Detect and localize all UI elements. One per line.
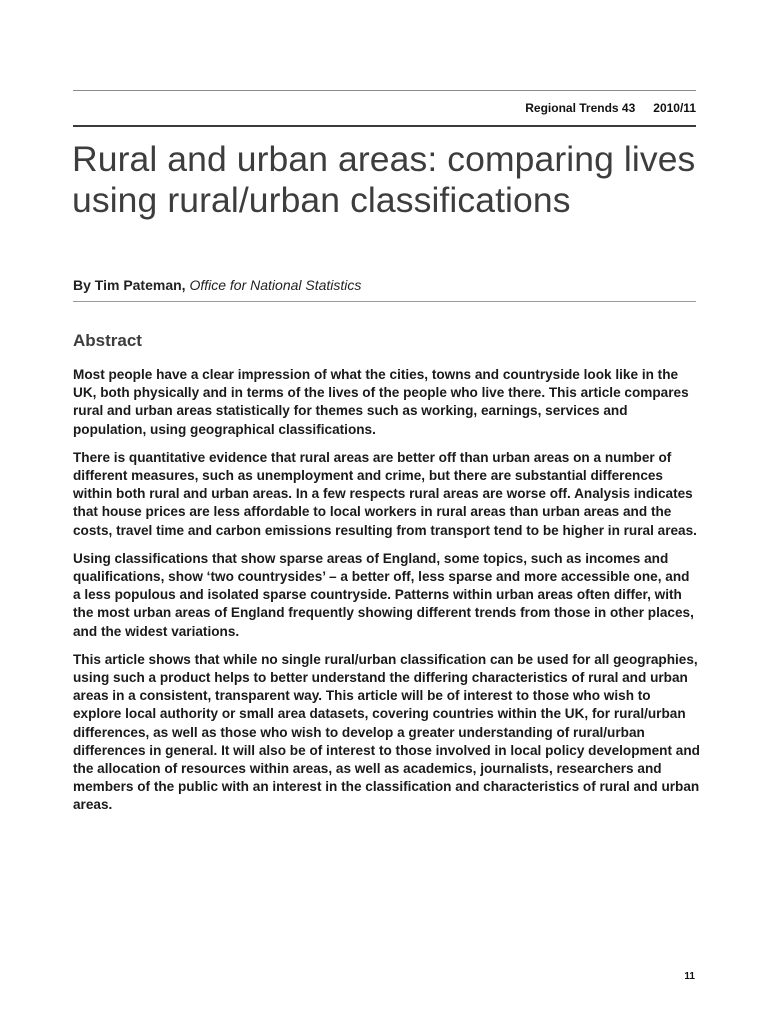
abstract-paragraph: There is quantitative evidence that rural areas are better off than urban areas on a number of different measures, such as unemployment and crime, but there are substantial differences within both rural and urban areas. In a few respects rural areas are worse off. Analysis indicates that house prices are less affordable to local workers in rural areas than urban areas and the costs, travel time and carbon emissions resulting from transport tend to be higher in rural areas. bbox=[73, 449, 697, 538]
header-rule bbox=[73, 90, 696, 91]
author-name: By Tim Pateman, bbox=[73, 277, 186, 293]
running-header bbox=[525, 101, 696, 115]
abstract-paragraph: Using classifications that show sparse areas of England, some topics, such as incomes and qualifications, show ‘two countrysides’ – a better off, less sparse and more accessible one, and a less populous and isolated sparse countryside. Patterns within urban areas often differ, with the most urban areas of England frequently showing different trends from those in other places, and the widest variations. bbox=[73, 550, 694, 639]
byline-rule bbox=[73, 301, 696, 302]
byline bbox=[73, 277, 361, 293]
article-title: Rural and urban areas: comparing lives using rural/urban classifications bbox=[72, 139, 696, 220]
abstract-paragraph: This article shows that while no single rural/urban classification can be used for all geographies, using such a product helps to better understand the differing characteristics of rural and urban areas in a consistent, transparent way. This article will be of interest to those who wish to explore local authority or small area datasets, covering countries within the UK, for rural/urban differences, as well as those who wish to develop a greater understanding of rural/urban differences in general. It will also be of interest to those involved in local policy development and the allocation of resources within areas, as well as academics, journalists, researchers and members of the public with an interest in the classification and characteristics of rural and urban areas. bbox=[73, 651, 700, 813]
abstract-heading: Abstract bbox=[73, 331, 142, 350]
page-number: 11 bbox=[684, 971, 695, 982]
publication-name: Regional Trends 43 bbox=[525, 101, 636, 115]
publication-edition: 2010/11 bbox=[653, 101, 696, 115]
abstract-body bbox=[73, 366, 700, 825]
abstract-paragraph: Most people have a clear impression of what the cities, towns and countryside look like in the UK, both physically and in terms of the lives of the people who live there. This article compares rural and urban areas statistically for themes such as working, earnings, services and population, using geographical classifications. bbox=[73, 367, 689, 437]
title-rule bbox=[73, 125, 696, 127]
author-organisation: Office for National Statistics bbox=[189, 277, 362, 293]
